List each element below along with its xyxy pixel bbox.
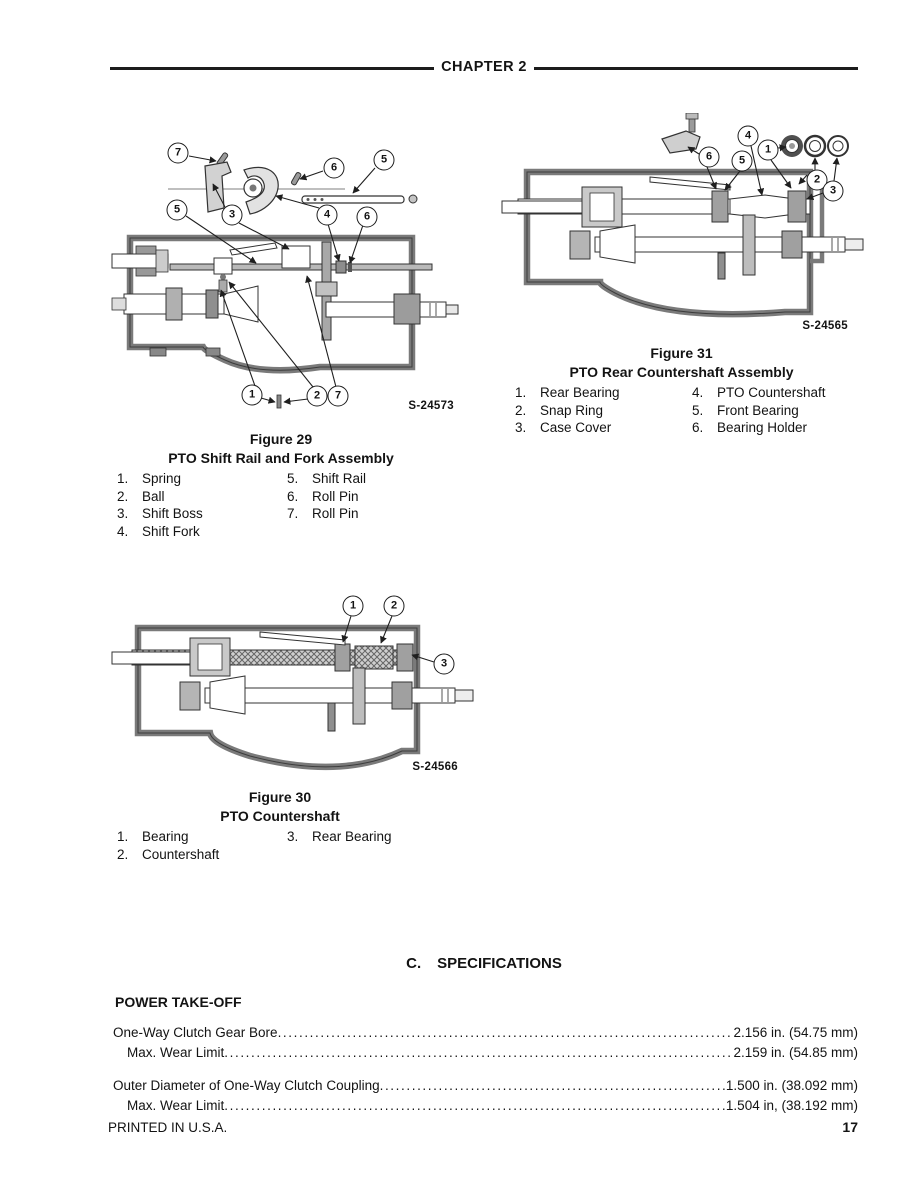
callout-6: 6 [357, 207, 378, 228]
legend-item: 2. Countershaft [117, 846, 220, 862]
leader-dots [380, 1076, 726, 1096]
figure-30-drawing [110, 588, 482, 778]
legend-item: 1. Rear Bearing [515, 385, 620, 400]
callout-3: 3 [434, 654, 455, 675]
legend-item: 3. Case Cover [515, 420, 612, 436]
callout-3: 3 [823, 181, 844, 202]
figure-31-art [500, 113, 875, 338]
figure-30-ref: S-24566 [412, 761, 458, 773]
figure-31-title: Figure 31 [650, 345, 713, 361]
figure-29 [110, 122, 462, 541]
legend-item: 4. Shift Fork [117, 524, 200, 540]
legend-item: 3. Rear Bearing [287, 829, 392, 844]
legend-column [117, 470, 287, 541]
figure-29-art [110, 122, 462, 417]
figure-31-caption [500, 344, 863, 381]
figure-31-subtitle: PTO Rear Countershaft Assembly [569, 363, 794, 380]
legend-item: 5. Front Bearing [692, 402, 799, 418]
spec-label: One-Way Clutch Gear Bore [113, 1025, 278, 1040]
figure-30-caption [110, 788, 450, 825]
figure-31-ref: S-24565 [802, 320, 848, 332]
legend-item: 3. Shift Boss [117, 506, 203, 522]
chapter-header [110, 60, 858, 76]
spec-label: Max. Wear Limit [127, 1045, 225, 1060]
legend-column [117, 828, 287, 863]
printed-in-label: PRINTED IN U.S.A. [108, 1120, 228, 1135]
callout-6: 6 [699, 147, 720, 168]
legend-item: 5. Shift Rail [287, 471, 367, 486]
callout-2: 2 [807, 170, 828, 191]
callout-1: 1 [343, 596, 364, 617]
specifications-title [110, 955, 858, 972]
figure-29-drawing [110, 122, 462, 417]
legend-item: 1. Spring [117, 471, 182, 486]
callout-1: 1 [758, 140, 779, 161]
page-number: 17 [842, 1119, 858, 1135]
figure-31 [500, 113, 875, 437]
figure-31-drawing [500, 113, 875, 338]
legend-item: 7. Roll Pin [287, 506, 359, 522]
callout-4: 4 [317, 205, 338, 226]
legend-item: 6. Bearing Holder [692, 420, 808, 436]
spec-value: 1.500 in. (38.092 mm) [725, 1078, 858, 1093]
header-rule-left [110, 67, 434, 70]
specifications-label: C. [406, 955, 422, 972]
callout-4: 4 [738, 126, 759, 147]
figure-30 [110, 588, 482, 863]
header-rule-right [534, 67, 858, 70]
legend-column [287, 828, 392, 863]
spec-row [110, 1076, 858, 1096]
spec-row [110, 1023, 858, 1043]
specifications-heading-text: SPECIFICATIONS [437, 955, 562, 972]
legend-column [515, 384, 692, 437]
figure-29-legend [110, 470, 462, 541]
figure-30-art [110, 588, 482, 778]
legend-column [692, 384, 826, 437]
spec-value: 2.156 in. (54.75 mm) [733, 1025, 858, 1040]
spec-label: Outer Diameter of One-Way Clutch Coupling [113, 1078, 380, 1093]
legend-item: 2. Snap Ring [515, 402, 604, 418]
callout-2: 2 [307, 386, 328, 407]
callout-7: 7 [168, 143, 189, 164]
spec-rows [110, 1023, 858, 1116]
spec-label: Max. Wear Limit [127, 1098, 225, 1113]
spec-row [110, 1096, 858, 1116]
figure-30-subtitle: PTO Countershaft [220, 807, 340, 824]
spec-value: 2.159 in. (54.85 mm) [733, 1045, 858, 1060]
legend-item: 2. Ball [117, 488, 165, 504]
spec-value: 1.504 in, (38.192 mm) [725, 1098, 858, 1113]
leader-dots [224, 1043, 733, 1063]
page-footer [108, 1119, 858, 1135]
figure-30-title: Figure 30 [248, 789, 312, 805]
figure-30-legend [110, 828, 482, 863]
callout-5: 5 [167, 200, 188, 221]
figure-29-subtitle: PTO Shift Rail and Fork Assembly [168, 449, 394, 466]
figure-31-legend [500, 384, 875, 437]
legend-item: 4. PTO Countershaft [692, 385, 826, 400]
figure-29-title: Figure 29 [249, 431, 313, 447]
specifications-section [110, 950, 858, 1116]
figure-29-ref: S-24573 [408, 400, 454, 412]
legend-item: 6. Roll Pin [287, 488, 359, 504]
power-take-off-heading: POWER TAKE-OFF [115, 994, 242, 1010]
spec-row [110, 1043, 858, 1063]
chapter-title: CHAPTER 2 [441, 59, 527, 75]
callout-5: 5 [732, 151, 753, 172]
legend-item: 1. Bearing [117, 829, 189, 844]
figure-29-caption [110, 430, 452, 467]
callout-5: 5 [374, 150, 395, 171]
callout-6: 6 [324, 158, 345, 179]
callout-2: 2 [384, 596, 405, 617]
legend-column [287, 470, 366, 541]
leader-dots [278, 1023, 734, 1043]
callout-7: 7 [328, 386, 349, 407]
leader-dots [224, 1096, 726, 1116]
callout-3: 3 [222, 205, 243, 226]
callout-1: 1 [242, 385, 263, 406]
